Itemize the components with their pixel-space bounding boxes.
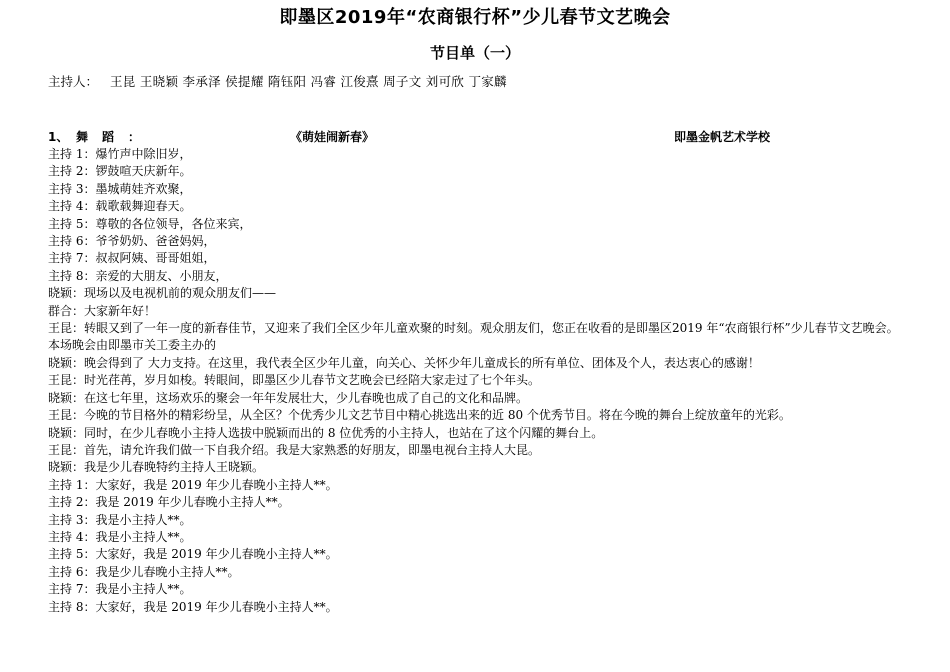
script-line: 主持 2：我是 2019 年少儿春晚小主持人**。 — [48, 495, 290, 510]
script-line: 王昆：转眼又到了一年一度的新春佳节，又迎来了我们全区少年儿童欢聚的时刻。观众朋友们，您正在收看的是即墨区2019 年“农商银行杯”少儿春节文艺晚会。本场晚会由即墨市关工委主办的 — [48, 321, 899, 353]
script-line: 王昆：时光荏苒，岁月如梭。转眼间，即墨区少儿春节文艺晚会已经陪大家走过了七个年头。 — [48, 373, 541, 388]
program-list-subtitle: 节目单（一） — [429, 44, 520, 62]
script-line: 主持 2：锣鼓喧天庆新年。 — [48, 164, 192, 179]
script-line: 晓颖：我是少儿春晚特约主持人王晓颖。 — [48, 460, 265, 475]
hosts-label: 主持人： — [48, 74, 99, 89]
script-line: 王昆：首先，请允许我们做一下自我介绍。我是大家熟悉的好朋友，即墨电视台主持人大昆。 — [48, 442, 541, 457]
script-line: 主持 6：我是少儿春晚小主持人**。 — [48, 564, 240, 579]
script-line: 主持 4：我是小主持人**。 — [48, 529, 192, 544]
script-line: 主持 8：大家好，我是 2019 年少儿春晚小主持人**。 — [48, 599, 338, 614]
hosts-names: 王昆 王晓颖 李承泽 侯提耀 隋钰阳 冯睿 江俊熹 周子文 刘可欣 丁家麟 — [110, 74, 507, 89]
page-title: 即墨区2019年“农商银行杯”少儿春节文艺晚会 — [279, 7, 671, 28]
script-line: 主持 4：载歌载舞迎春天。 — [48, 199, 192, 214]
script-line: 晓颖：同时，在少儿春晚小主持人选拔中脱颖而出的 8 位优秀的小主持人，也站在了这个闪耀的舞台上。 — [48, 425, 604, 440]
script-line: 王昆：今晚的节目格外的精彩纷呈，从全区？个优秀少儿文艺节目中精心挑选出来的近 80 个优秀节目。将在今晚的舞台上绽放童年的光彩。 — [48, 408, 791, 423]
script-line: 晓颖：在这七年里，这场欢乐的聚会一年年发展壮大，少儿春晚也成了自己的文化和品牌。 — [48, 390, 529, 405]
program-number: 1、 — [48, 130, 69, 144]
script-line: 晓颖：现场以及电视机前的观众朋友们—— — [48, 286, 277, 301]
script-line: 群合：大家新年好！ — [48, 303, 157, 318]
script-line: 主持 3：墨城萌娃齐欢聚， — [48, 181, 192, 196]
script-lines — [48, 146, 910, 616]
script-line: 主持 3：我是小主持人**。 — [48, 512, 192, 527]
program-heading — [48, 127, 908, 147]
program-type: 舞蹈： — [76, 130, 155, 144]
script-line: 主持 1：大家好，我是 2019 年少儿春晚小主持人**。 — [48, 477, 338, 492]
script-line: 主持 6：爷爷奶奶、爸爸妈妈， — [48, 234, 216, 249]
script-line: 主持 8：亲爱的大朋友、小朋友， — [48, 268, 228, 283]
script-line: 主持 5：尊敬的各位领导，各位来宾， — [48, 216, 252, 231]
script-line: 主持 5：大家好，我是 2019 年少儿春晚小主持人**。 — [48, 547, 338, 562]
script-line: 主持 7：我是小主持人**。 — [48, 582, 192, 597]
program-organization: 即墨金帆艺术学校 — [674, 130, 771, 144]
hosts-line — [48, 72, 507, 92]
program-name: 《萌娃闹新春》 — [290, 130, 375, 144]
script-line: 主持 1：爆竹声中除旧岁， — [48, 147, 192, 161]
script-line: 主持 7：叔叔阿姨、哥哥姐姐， — [48, 251, 216, 266]
script-line: 晓颖：晚会得到了 大力支持。在这里，我代表全区少年儿童，向关心、关怀少年儿童成长的所有单位、团体及个人，表达衷心的感谢！ — [48, 355, 760, 370]
